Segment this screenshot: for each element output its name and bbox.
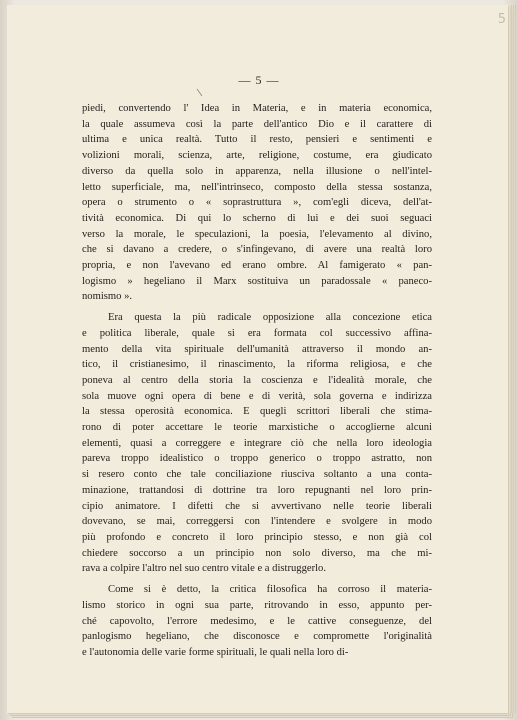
text-line: più profondo e concreto il loro principio stesso, e non già col [82, 531, 432, 543]
text-line: ultima e unica realtà. Tutto il resto, pensieri e sentimenti e [82, 134, 432, 146]
body-text [82, 101, 432, 666]
text-line: opera o strumento o « soprastruttura », com'egli diceva, dell'at- [82, 197, 432, 209]
text-line: la quale assumeva così la parte dell'antico Dio e il carattere di [82, 118, 432, 130]
text-line: pareva troppo idealistico o troppo generico o troppo astratto, non [82, 453, 432, 465]
text-line: ché capovolto, l'errore medesimo, e le cattive conseguenze, del [82, 615, 432, 627]
text-line: Era questa la più radicale opposizione alla concezione etica [108, 312, 432, 324]
text-line: sola muove ogni opera di bene e di verità, sola governa e indirizza [82, 390, 432, 402]
paragraph [82, 101, 432, 305]
text-line: cipio animatore. I difetti che si avvertivano nelle teorie liberali [82, 500, 432, 512]
text-line: rava a colpire l'altro nel suo centro vitale e a distruggerlo. [82, 563, 326, 575]
page-stack-edge [510, 5, 516, 713]
text-line: volizioni morali, scienza, arte, religione, costume, era giudicato [82, 150, 432, 162]
text-line: propria, e non l'avevano ed erano ombre. Al famigerato « pan- [82, 260, 432, 272]
paragraph [82, 582, 432, 661]
text-line: dovevano, se mai, correggersi con l'intendere e svolgere in modo [82, 516, 432, 528]
text-line: letto superficiale, ma, nell'intrinseco, composto della stessa sostanza, [82, 181, 432, 193]
text-line: e l'autonomia delle varie forme spirituali, le quali nella loro di- [82, 646, 349, 658]
text-line: rono di poter accettare le teorie marxistiche o accoglierne alcuni [82, 422, 432, 434]
text-line: chiedere soccorso a un principio non solo diverso, ma che mi- [82, 547, 432, 559]
text-line: minazione, trattandosi di dottrine tra loro repugnanti nel loro prin- [82, 484, 432, 496]
text-line: piedi, convertendo l' Idea in Materia, e in materia economica, [82, 103, 432, 114]
text-line: verso la morale, le speculazioni, la poesia, l'elevamento al divino, [82, 228, 432, 240]
page-number: — 5 — [238, 73, 280, 87]
text-line: diverso da quella solo in apparenza, nella illusione o nell'intel- [82, 165, 432, 177]
text-line: lismo storico in ogni sua parte, ritrovando in esso, appunto per- [82, 599, 432, 611]
corner-annotation: 5 [497, 12, 506, 27]
text-line: tività economica. Di qui lo scherno di lui e dei suoi seguaci [82, 212, 432, 224]
text-line: la stessa operosità economica. E quegli scrittori liberali che stima- [82, 406, 432, 418]
text-line: che si davano a credere, o s'infingevano, di avere una realtà loro [82, 244, 432, 256]
text-line: logismo » hegeliano il Marx sostituiva un paradossale « paneco- [82, 275, 432, 287]
text-line: Come si è detto, la critica filosofica ha corroso il materia- [108, 584, 432, 596]
text-line: nomismo ». [82, 291, 133, 303]
text-line: mento della vita spirituale dell'umanità attraverso il mondo an- [82, 343, 432, 355]
text-line: panlogismo hegeliano, che disconosce e compromette l'originalità [82, 631, 432, 643]
paragraph [82, 310, 432, 577]
text-line: poneva al centro della storia la coscienza e l'idealità morale, che [82, 374, 432, 386]
text-line: elementi, quasi a correggere e integrare ciò che nella loro ideologia [82, 437, 432, 449]
text-line: si resero conto che tale conciliazione riusciva soltanto a una conta- [82, 469, 432, 481]
text-line: tico, il cristianesimo, il rinascimento, la riforma religiosa, e che [82, 359, 432, 371]
pencil-mark-icon [196, 88, 204, 98]
text-line: e politica liberale, quale si era formata col successivo affina- [82, 327, 432, 339]
